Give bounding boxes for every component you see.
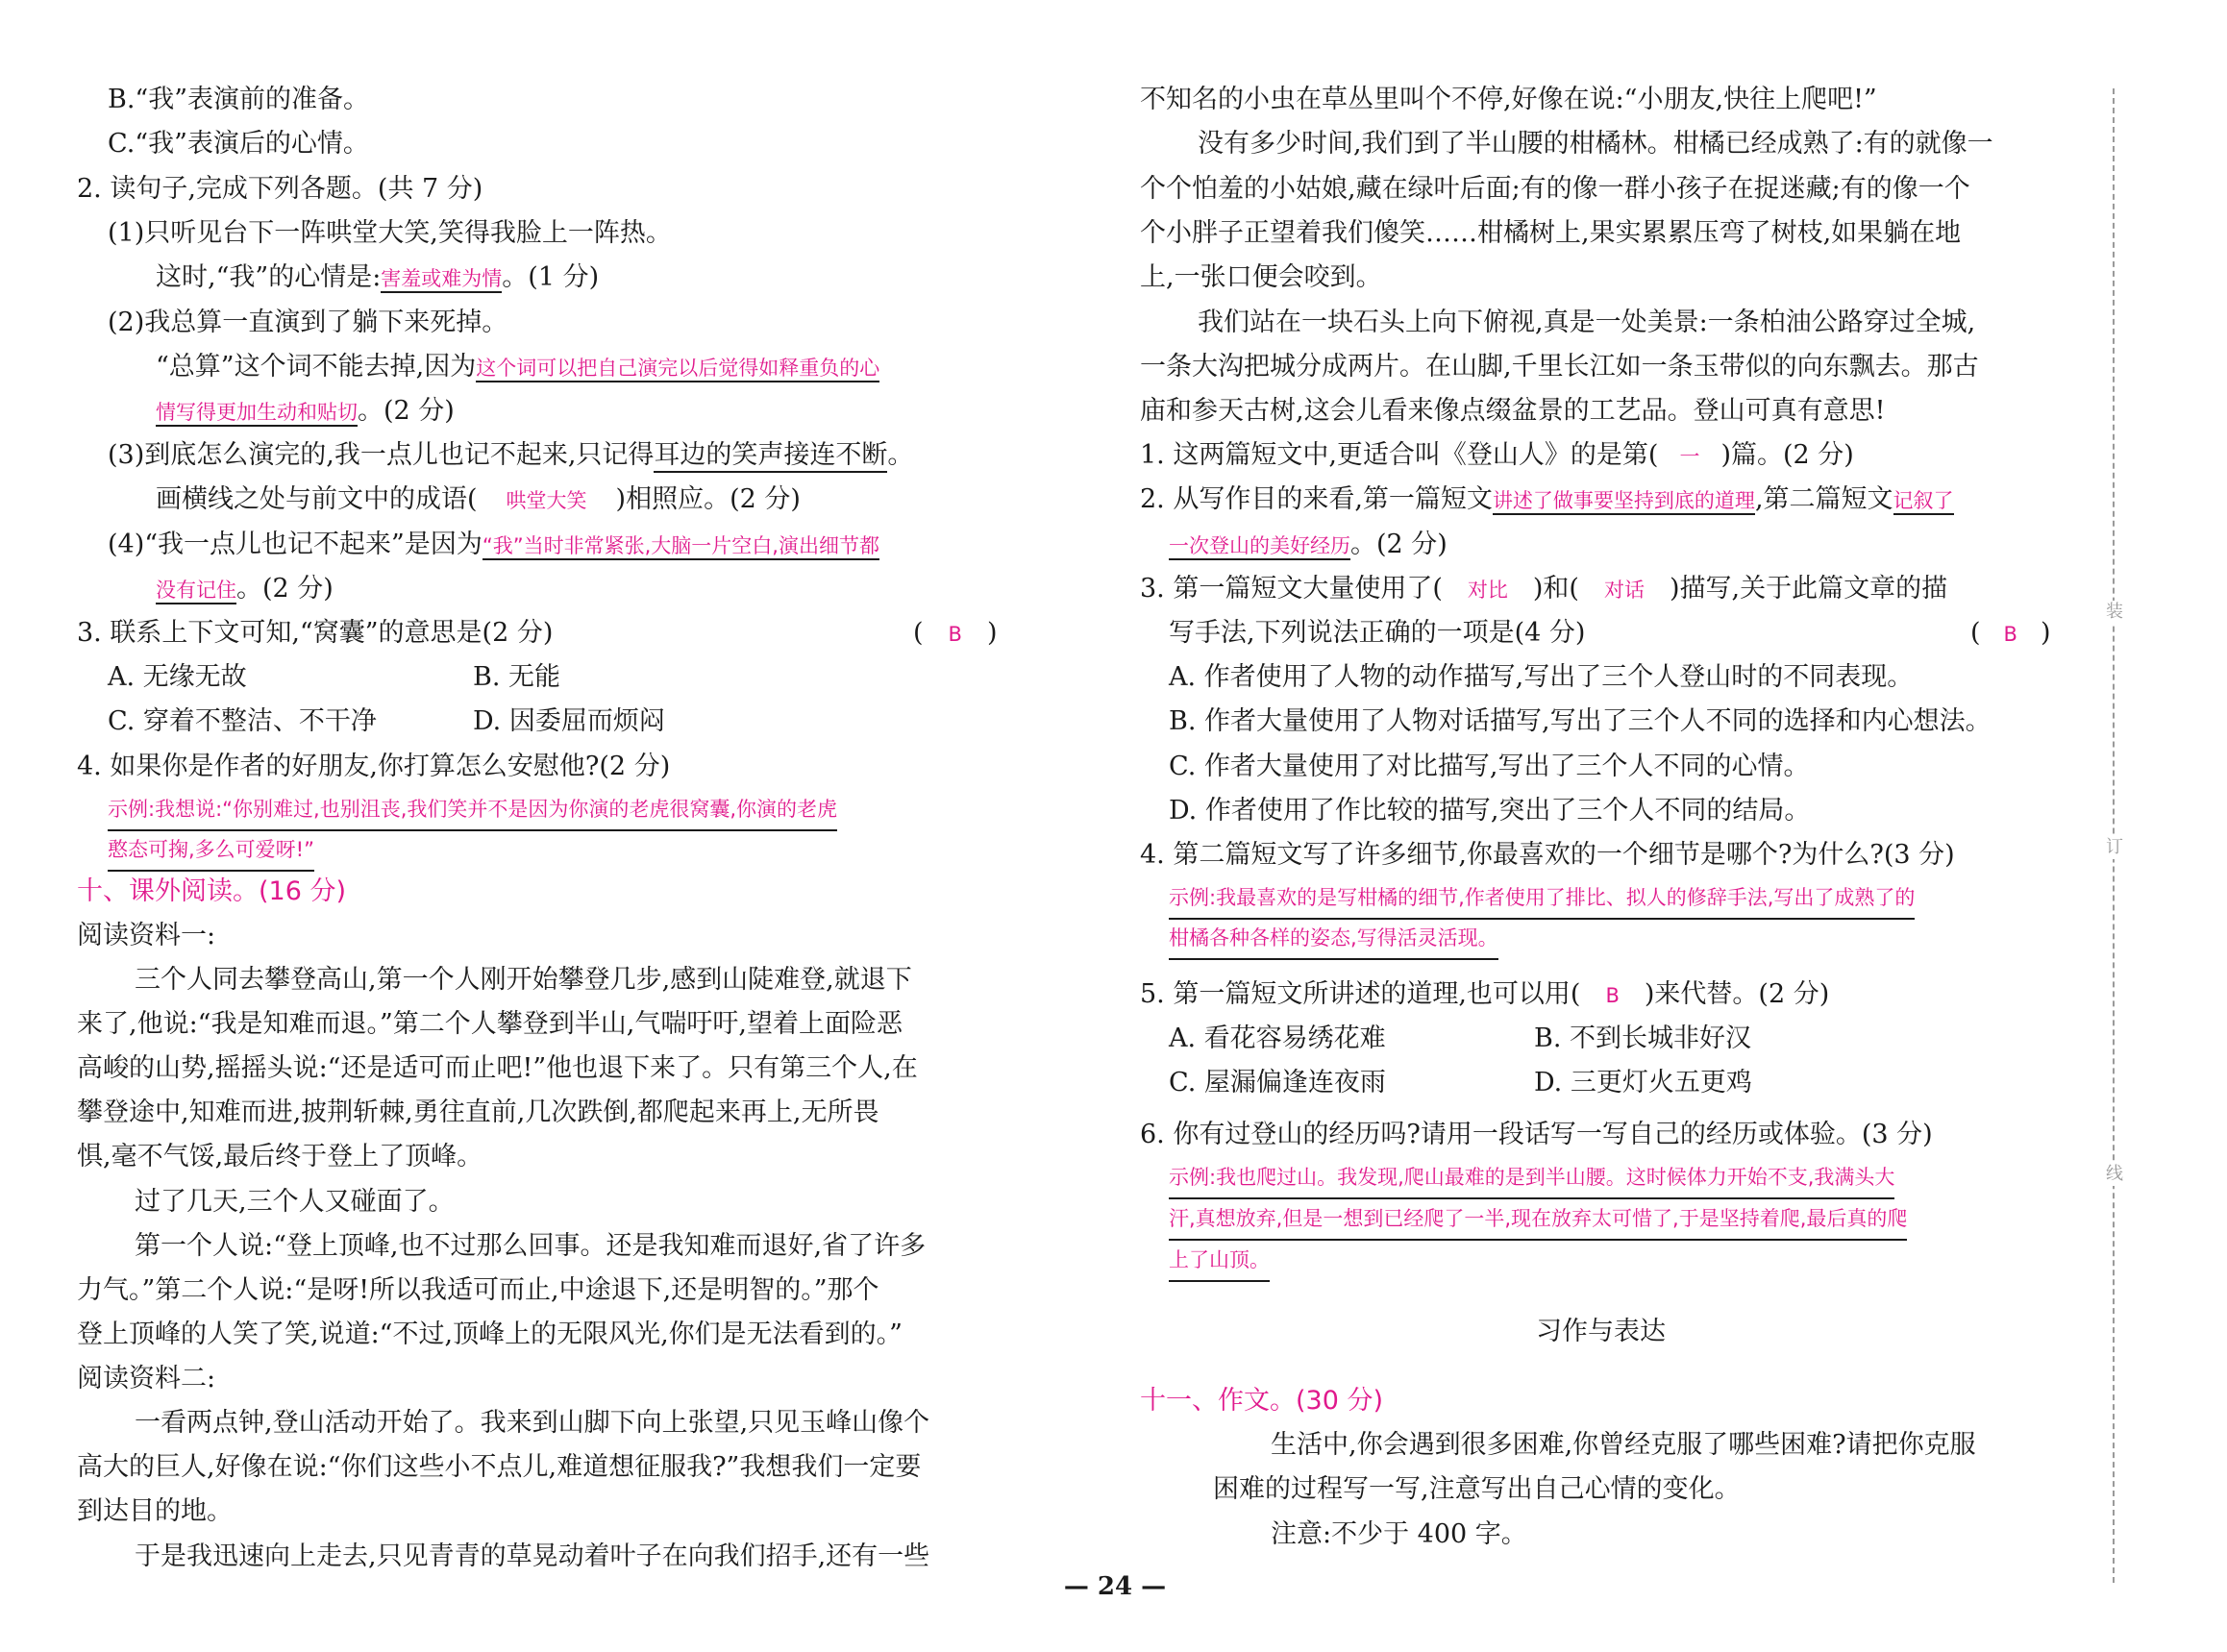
answer-text: 记叙了 bbox=[1893, 489, 1954, 515]
q4-answer-line-1: 示例:我想说:“你别难过,也别沮丧,我们笑并不是因为你演的老虎很窝囊,你演的老虎 bbox=[108, 790, 837, 831]
rq6-answer-line-3: 上了山顶。 bbox=[1169, 1241, 1270, 1282]
rq5-option-c: C. 屋漏偏逢连夜雨 bbox=[1169, 1068, 1386, 1097]
answer-text: “我”当时非常紧张,大脑一片空白,演出细节都 bbox=[483, 534, 879, 560]
essay-prompt-line-2: 困难的过程写一写,注意写出自己心情的变化。 bbox=[1213, 1474, 1741, 1504]
page-number: — 24 — bbox=[1063, 1572, 1167, 1601]
question-3: 3. 联系上下文可知,“窝囊”的意思是(2 分) bbox=[77, 618, 554, 648]
section-11-heading: 十一、作文。(30 分) bbox=[1140, 1386, 1384, 1416]
fold-mark-zhuang: 装 bbox=[2103, 601, 2126, 624]
passage-line: 到达目的地。 bbox=[77, 1496, 233, 1526]
passage-line: 来了,他说:“我是知难而退。”第二个人攀登到半山,气喘吁吁,望着上面险恶 bbox=[77, 1009, 903, 1039]
underlined-phrase: 耳边的笑声接连不断 bbox=[654, 440, 887, 473]
answer-text: B bbox=[2003, 623, 2017, 646]
passage-line: 一条大沟把城分成两片。在山脚,千里长江如一条玉带似的向东飘去。那古 bbox=[1140, 352, 1979, 382]
right-question-5: 5. 第一篇短文所讲述的道理,也可以用( B )来代替。(2 分) bbox=[1140, 979, 1830, 1009]
essay-prompt-line-1: 生活中,你会遇到很多困难,你曾经克服了哪些困难?请把你克服 bbox=[1271, 1430, 1976, 1460]
passage-line: 一看两点钟,登山活动开始了。我来到山脚下向上张望,只见玉峰山像个 bbox=[135, 1408, 930, 1438]
right-question-2: 2. 从写作目的来看,第一篇短文讲述了做事要坚持到底的道理,第二篇短文记叙了 bbox=[1140, 484, 1954, 514]
passage-line: 没有多少时间,我们到了半山腰的柑橘林。柑橘已经成熟了:有的就像一 bbox=[1198, 129, 1993, 159]
answer-text: 讲述了做事要坚持到底的道理 bbox=[1493, 489, 1755, 515]
fold-mark-ding: 订 bbox=[2103, 836, 2126, 859]
rq5-option-d: D. 三更灯火五更鸡 bbox=[1534, 1068, 1752, 1097]
rq3-option-a: A. 作者使用了人物的动作描写,写出了三个人登山时的不同表现。 bbox=[1169, 662, 1914, 692]
rq6-answer-line-2: 汗,真想放弃,但是一想到已经爬了一半,现在放弃太可惜了,于是坚持着爬,最后真的爬 bbox=[1169, 1199, 1907, 1241]
passage-line: 过了几天,三个人又碰面了。 bbox=[135, 1187, 455, 1217]
rq3-option-c: C. 作者大量使用了对比描写,写出了三个人不同的心情。 bbox=[1169, 752, 1810, 781]
q3-option-d: D. 因委屈而烦闷 bbox=[473, 706, 665, 736]
passage-line: 上,一张口便会咬到。 bbox=[1140, 262, 1382, 292]
passage-line: 攀登途中,知难而进,披荆斩棘,勇往直前,几次跌倒,都爬起来再上,无所畏 bbox=[77, 1097, 879, 1127]
right-question-2-line-2: 一次登山的美好经历。(2 分) bbox=[1169, 530, 1448, 559]
q2-4-line-2: 没有记住。(2 分) bbox=[156, 574, 334, 604]
answer-text: 对话 bbox=[1603, 579, 1645, 602]
q4-answer-line-2: 憨态可掬,多么可爱呀!” bbox=[108, 830, 314, 872]
material-1-label: 阅读资料一: bbox=[77, 921, 216, 950]
answer-text: B bbox=[948, 623, 962, 646]
answer-text: 哄堂大笑 bbox=[506, 489, 587, 512]
passage-line: 登上顶峰的人笑了笑,说道:“不过,顶峰上的无限风光,你们是无法看到的。” bbox=[77, 1319, 903, 1349]
right-question-1: 1. 这两篇短文中,更适合叫《登山人》的是第( 一 )篇。(2 分) bbox=[1140, 440, 1854, 470]
q3-answer-bracket: ( B ) bbox=[913, 618, 998, 648]
rq4-answer-line-2: 柑橘各种各样的姿态,写得活灵活现。 bbox=[1169, 919, 1498, 960]
rq6-answer-line-1: 示例:我也爬过山。我发现,爬山最难的是到半山腰。这时候体力开始不支,我满头大 bbox=[1169, 1158, 1894, 1199]
q2-2-sentence: (2)我总算一直演到了躺下来死掉。 bbox=[108, 308, 508, 337]
answer-text: 对比 bbox=[1467, 579, 1508, 602]
q2-4-line: (4)“我一点儿也记不起来”是因为“我”当时非常紧张,大脑一片空白,演出细节都 bbox=[108, 530, 879, 559]
q3-option-a: A. 无缘无故 bbox=[108, 662, 247, 692]
rq5-option-a: A. 看花容易绣花难 bbox=[1169, 1023, 1386, 1053]
rq4-answer-line-1: 示例:我最喜欢的是写柑橘的细节,作者使用了排比、拟人的修辞手法,写出了成熟了的 bbox=[1169, 878, 1915, 920]
rq3-option-d: D. 作者使用了作比较的描写,突出了三个人不同的结局。 bbox=[1169, 796, 1811, 826]
q2-2-answer-line-2: 情写得更加生动和贴切。(2 分) bbox=[156, 396, 455, 426]
answer-text: 这个词可以把自己演完以后觉得如释重负的心 bbox=[476, 357, 879, 382]
passage-line: 于是我迅速向上走去,只见青青的草晃动着叶子在向我们招手,还有一些 bbox=[135, 1541, 930, 1571]
rq3-answer-bracket: ( B ) bbox=[1970, 618, 2051, 648]
passage-line: 第一个人说:“登上顶峰,也不过那么回事。还是我知难而退好,省了许多 bbox=[135, 1231, 927, 1261]
section-10-heading: 十、课外阅读。(16 分) bbox=[77, 876, 347, 906]
rq3-option-b: B. 作者大量使用了人物对话描写,写出了三个人不同的选择和内心想法。 bbox=[1169, 706, 1992, 736]
q2-3-sentence: (3)到底怎么演完的,我一点儿也记不起来,只记得耳边的笑声接连不断。 bbox=[108, 436, 913, 475]
answer-text: 情写得更加生动和贴切 bbox=[156, 401, 358, 427]
answer-text: 一次登山的美好经历 bbox=[1169, 534, 1350, 560]
answer-text: 没有记住 bbox=[156, 579, 236, 604]
right-question-4: 4. 第二篇短文写了许多细节,你最喜欢的一个细节是哪个?为什么?(3 分) bbox=[1140, 840, 1955, 870]
question-2: 2. 读句子,完成下列各题。(共 7 分) bbox=[77, 174, 483, 204]
passage-line: 高峻的山势,摇摇头说:“还是适可而止吧!”他也退下来了。只有第三个人,在 bbox=[77, 1053, 918, 1083]
passage-line: 力气。”第二个人说:“是呀!所以我适可而止,中途退下,还是明智的。”那个 bbox=[77, 1275, 879, 1305]
essay-note: 注意:不少于 400 字。 bbox=[1271, 1519, 1527, 1549]
q3-option-c: C. 穿着不整洁、不干净 bbox=[108, 706, 377, 736]
passage-line: 三个人同去攀登高山,第一个人刚开始攀登几步,感到山陡难登,就退下 bbox=[135, 965, 912, 995]
question-4: 4. 如果你是作者的好朋友,你打算怎么安慰他?(2 分) bbox=[77, 752, 671, 781]
passage-line: 高大的巨人,好像在说:“你们这些小不点儿,难道想征服我?”我想我们一定要 bbox=[77, 1452, 922, 1482]
q2-1-sentence: (1)只听见台下一阵哄堂大笑,笑得我脸上一阵热。 bbox=[108, 218, 672, 248]
answer-text: 一 bbox=[1679, 445, 1700, 468]
passage-line: 个小胖子正望着我们傻笑……柑橘树上,果实累累压弯了树枝,如果躺在地 bbox=[1140, 218, 1962, 248]
writing-section-title: 习作与表达 bbox=[1536, 1317, 1666, 1346]
q1-option-c: C.“我”表演后的心情。 bbox=[108, 129, 369, 159]
q1-option-b: B.“我”表演前的准备。 bbox=[108, 85, 370, 114]
passage-line: 庙和参天古树,这会儿看来像点缀盆景的工艺品。登山可真有意思! bbox=[1140, 396, 1886, 426]
answer-text: B bbox=[1605, 984, 1620, 1007]
right-question-3: 3. 第一篇短文大量使用了( 对比 )和( 对话 )描写,关于此篇文章的描 bbox=[1140, 574, 1948, 604]
q2-2-answer-line: “总算”这个词不能去掉,因为这个词可以把自己演完以后觉得如释重负的心 bbox=[156, 352, 880, 382]
right-question-6: 6. 你有过登山的经历吗?请用一段话写一写自己的经历或体验。(3 分) bbox=[1140, 1120, 1933, 1149]
rq5-option-b: B. 不到长城非好汉 bbox=[1534, 1023, 1752, 1053]
passage-line: 我们站在一块石头上向下俯视,真是一处美景:一条柏油公路穿过全城, bbox=[1198, 308, 1976, 337]
passage-line: 个个怕羞的小姑娘,藏在绿叶后面;有的像一群小孩子在捉迷藏;有的像一个 bbox=[1140, 174, 1970, 204]
passage-line: 惧,毫不气馁,最后终于登上了顶峰。 bbox=[77, 1142, 483, 1171]
right-question-3-line-2: 写手法,下列说法正确的一项是(4 分) bbox=[1169, 618, 1586, 648]
material-2-label: 阅读资料二: bbox=[77, 1364, 216, 1393]
passage-line: 不知名的小虫在草丛里叫个不停,好像在说:“小朋友,快往上爬吧!” bbox=[1140, 85, 1877, 114]
q2-3-answer-line: 画横线之处与前文中的成语( 哄堂大笑 )相照应。(2 分) bbox=[156, 484, 801, 514]
fold-mark-xian: 线 bbox=[2103, 1163, 2126, 1186]
q2-1-answer-line: 这时,“我”的心情是:害羞或难为情。(1 分) bbox=[156, 262, 600, 292]
q3-option-b: B. 无能 bbox=[473, 662, 561, 692]
answer-text: 害羞或难为情 bbox=[381, 267, 502, 293]
